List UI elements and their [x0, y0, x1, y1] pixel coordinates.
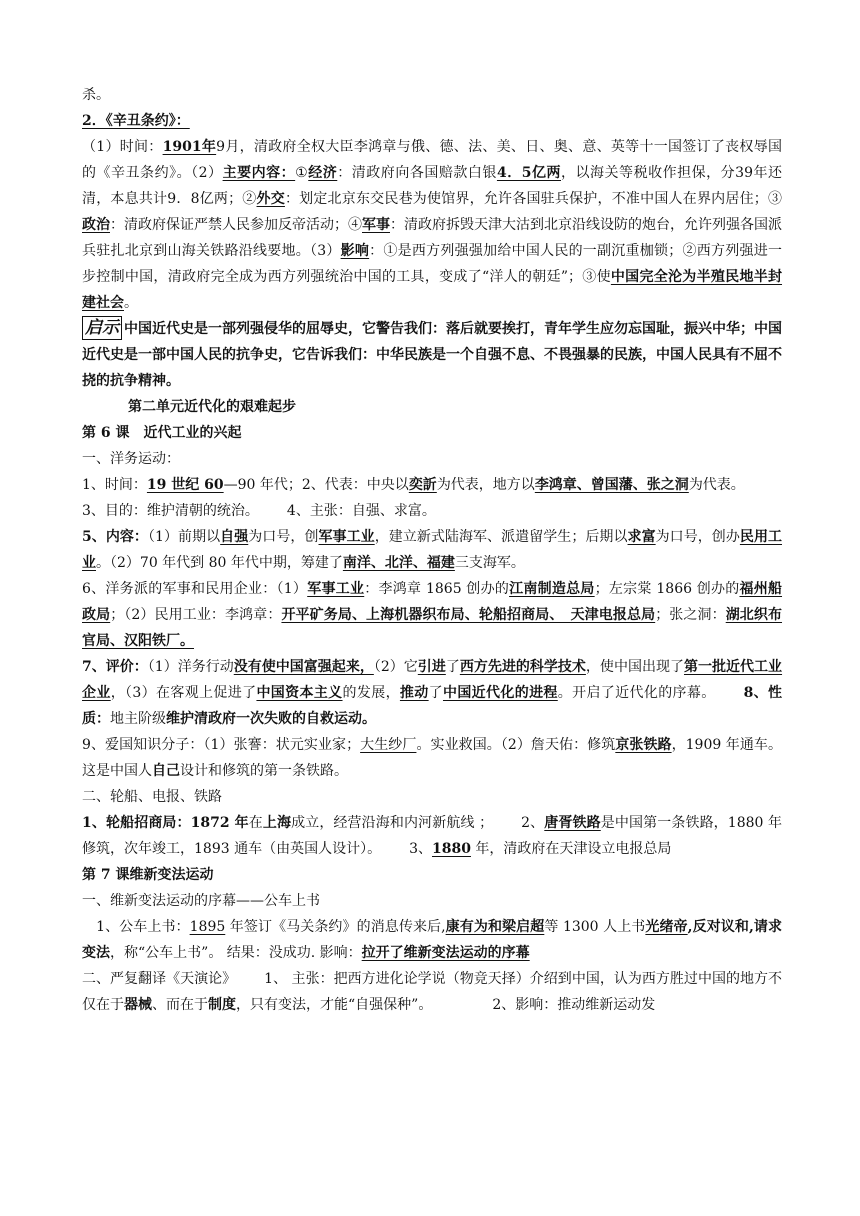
text-run: 3、 [409, 841, 432, 857]
yangwu-item-1 [82, 472, 782, 498]
subheading-yangwu [82, 446, 782, 472]
text-run: 1、 主张：把西方进化论学说（物竞天择）介绍到中国，认为西方胜过中国的地方不仅在于 [82, 971, 783, 1013]
text-run: 康有为和梁启超 [445, 919, 545, 935]
text-run: 成立，经营沿海和内河新航线 ； [291, 815, 494, 831]
text-run: 大生纱厂 [360, 737, 417, 753]
text-run: ，（3）在客观上促进了 [110, 685, 257, 701]
text-run: 上海 [262, 815, 292, 831]
text-run: ，使中国出现了 [585, 659, 684, 675]
text-run: 第一批近代工业企业 [82, 659, 783, 701]
text-run: 维护清政府一次失败的自救运动。 [166, 711, 376, 727]
text-run: 湖北织布官局、汉阳铁厂。 [82, 607, 783, 649]
gongche-item [82, 914, 782, 966]
text-run: 二、严复翻译《天演论》 [82, 971, 237, 987]
text-run: 京张铁路 [615, 737, 672, 753]
text-run: 政治 [82, 217, 110, 233]
text-run: 年签订《马关条约》的消息传来后, [225, 919, 446, 935]
text-run: 奕訢 [408, 477, 437, 493]
text-run: （1）前期以 [147, 529, 221, 545]
subheading-gongche [82, 888, 782, 914]
text-run: ；（2）民用工业：李鸿章： [110, 607, 282, 623]
text-run: 。（2）70 年代到 80 年代中期，筹建了 [96, 555, 343, 571]
text-run: ：李鸿章 1865 创办的 [364, 581, 510, 597]
yangwu-item-7 [82, 654, 782, 732]
text-run: ：①是西方列强强加给中国人民的一副沉重枷锁；②西方列强进一步控制中国，清政府完全成为西方列强统治中国的工具，变成了“洋人的朝廷”；③使 [82, 243, 783, 285]
text-run: 求富 [627, 529, 656, 545]
paragraph-xinchou-treaty [82, 134, 782, 316]
text-run: 器械 [124, 997, 152, 1013]
text-run: 1、公车上书： [96, 919, 190, 935]
text-run: 江南制造总局 [509, 581, 595, 597]
text-run: 没有使中国富强起来， [233, 659, 374, 675]
text-run: 了 [445, 659, 460, 675]
text-run: 三支海军。 [454, 555, 525, 571]
text-run: 年，清政府在天津设立电报总局 [470, 841, 672, 857]
text-run: 。 [124, 295, 138, 311]
text-run: 福州船政局 [82, 581, 783, 623]
text-run: ，只有变法，才能“自强保种”。 [236, 997, 433, 1013]
text-run: 了 [428, 685, 443, 701]
text-run: 经济 [308, 165, 338, 181]
text-run: 自己 [152, 763, 180, 779]
text-run: 地主阶级 [110, 711, 166, 727]
yangwu-item-5 [82, 524, 782, 576]
yangwu-item-6 [82, 576, 782, 654]
text-run: 5、内容： [82, 529, 148, 545]
lesson-7-heading [82, 862, 782, 888]
unit-heading [82, 394, 782, 420]
text-run: ：清政府向各国赔款白银 [337, 165, 497, 181]
text-run: 杀。 [82, 87, 110, 103]
text-run: 制度 [208, 997, 236, 1013]
text-run: ,反对议和,请求变法 [82, 919, 783, 961]
text-run: 。开启了近代化的序幕。 [557, 685, 716, 701]
text-run: 主要内容： [222, 165, 296, 181]
text-run: 设计和修筑的第一条铁路。 [180, 763, 348, 779]
text-run: 、而在于 [152, 997, 208, 1013]
text-run: ① [295, 165, 309, 181]
text-run: 9、爱国知识分子：（1）张謇：状元实业家； [82, 737, 361, 753]
text-run: 西方先进的科学技术 [459, 659, 586, 675]
text-run: 6、洋务派的军事和民用企业：（1） [82, 581, 308, 597]
text-run: 9月，清政府全权大臣李鸿章与俄、德、法、美、日、奥、意、英等十一国签订了丧权辱国的《辛丑条约》。（2） [82, 139, 782, 181]
paragraph-qishi [82, 316, 782, 394]
qishi-label-box: 启示 [82, 316, 122, 340]
text-run: 军事 [362, 217, 390, 233]
text-run: 军事工业 [318, 529, 375, 545]
transport-items [82, 810, 782, 862]
text-run: 中国近代史是一部列强侵华的屈辱史，它警告我们：落后就要挨打，青年学生应勿忘国耻，振兴中华；中国近代史是一部中国人民的抗争史，它告诉我们：中华民族是一个自强不息、不畏强暴的民族，中国人民具有不屈不挠的抗争精神。 [82, 321, 782, 389]
text-run: 推动 [399, 685, 429, 701]
text-run: 李鸿章、曾国藩、张之洞 [534, 477, 689, 493]
text-run: ：划定北京东交民巷为使馆界，允许各国驻兵保护，不准中国人在界内居住；③ [284, 191, 782, 207]
text-run: 一、维新变法运动的序幕——公车上书 [82, 893, 320, 909]
text-run: 为口号，创办 [655, 529, 740, 545]
text-run: 1、轮船招商局：1872 年 [82, 815, 249, 831]
text-run: 2、 [521, 815, 545, 831]
text-run: 2、影响：推动维新运动发 [492, 997, 656, 1013]
subheading-transport [82, 784, 782, 810]
text-run: 中国近代化的进程 [442, 685, 558, 701]
text-run: 4．5亿两 [496, 165, 561, 181]
text-run: 民用工业 [82, 529, 782, 571]
text-run: ；左宗棠 1866 创办的 [594, 581, 740, 597]
text-run: 外交 [256, 191, 285, 207]
text-run: 为代表，地方以 [436, 477, 535, 493]
text-run: ；张之洞： [655, 607, 726, 623]
text-run: 一、洋务运动： [82, 451, 180, 467]
text-run: 1880 [432, 841, 471, 857]
text-run: ：清政府拆毁天津大沽到北京沿线设防的炮台，允许列强各国派兵驻扎北京到山海关铁路沿线要地。（3） [82, 217, 782, 259]
lesson-6-heading [82, 420, 782, 446]
text-run: 南洋、北洋、福建 [342, 555, 455, 571]
text-run: （1）时间： [82, 139, 163, 155]
text-run: ：清政府保证严禁人民参加反帝活动；④ [110, 217, 362, 233]
text-run: 4、主张：自强、求富。 [286, 503, 436, 519]
text-run: 在 [248, 815, 263, 831]
text-run: 唐胥铁路 [544, 815, 601, 831]
text-run: 1901年 [162, 139, 217, 155]
text-run: （2）它 [373, 659, 418, 675]
text-run: 19 世纪 60 [146, 477, 224, 493]
yangwu-item-3 [82, 498, 782, 524]
text-run: 1、时间： [82, 477, 147, 493]
text-run: 1895 [189, 919, 226, 935]
text-run: 第 6 课 近代工业的兴起 [82, 425, 242, 441]
text-run: 第二单元近代化的艰难起步 [128, 399, 296, 415]
yangwu-item-9 [82, 732, 782, 784]
tianyanlun-item [82, 966, 782, 1018]
paragraph-end-text [82, 82, 782, 108]
text-run: 自强 [220, 529, 249, 545]
text-run: 为代表。 [688, 477, 745, 493]
text-run: 引进 [417, 659, 446, 675]
text-run: 2．《辛丑条约》： [82, 113, 190, 129]
text-run: 7、评价： [82, 659, 148, 675]
text-run: 军事工业 [307, 581, 365, 597]
text-run: 光绪帝 [645, 919, 688, 935]
text-run: ，称“公车上书”。 结果：没成功. 影响： [110, 945, 362, 961]
text-run: 3、目的：维护清朝的统治。 [82, 503, 259, 519]
text-run: 中国完全沦为半殖民地半封建社会 [82, 269, 783, 311]
text-run: —90 年代；2、代表：中央以 [223, 477, 409, 493]
text-run: 二、轮船、电报、铁路 [82, 789, 222, 805]
text-run: 开平矿务局、上海机器织布局、轮船招商局、 天津电报总局 [281, 607, 656, 623]
text-run: （1）洋务行动 [147, 659, 234, 675]
document-page [82, 82, 782, 1018]
text-run: 拉开了维新变法运动的序幕 [361, 945, 530, 961]
text-run: 。实业救国。（2）詹天佑：修筑 [416, 737, 616, 753]
section-heading-xinchou [82, 108, 782, 134]
text-run: 等 1300 人上书 [544, 919, 646, 935]
text-run: ，以海关等税收作担保，分39年还清，本息共计9．8亿两；② [82, 165, 783, 207]
text-run: 8、性质： [82, 685, 783, 727]
text-run: 中国资本主义 [256, 685, 343, 701]
text-run: 是中国第一条铁路，1880 年修筑，次年竣工，1893 通车（由英国人设计）。 [82, 815, 782, 857]
text-run: 影响 [340, 243, 370, 259]
text-run: ，建立新式陆海军、派遣留学生；后期以 [374, 529, 628, 545]
text-run: 的发展， [342, 685, 400, 701]
text-run: ，1909 年通车。这是中国人 [82, 737, 782, 779]
text-run: 第 7 课维新变法运动 [82, 867, 214, 883]
text-run: 为口号，创 [248, 529, 319, 545]
